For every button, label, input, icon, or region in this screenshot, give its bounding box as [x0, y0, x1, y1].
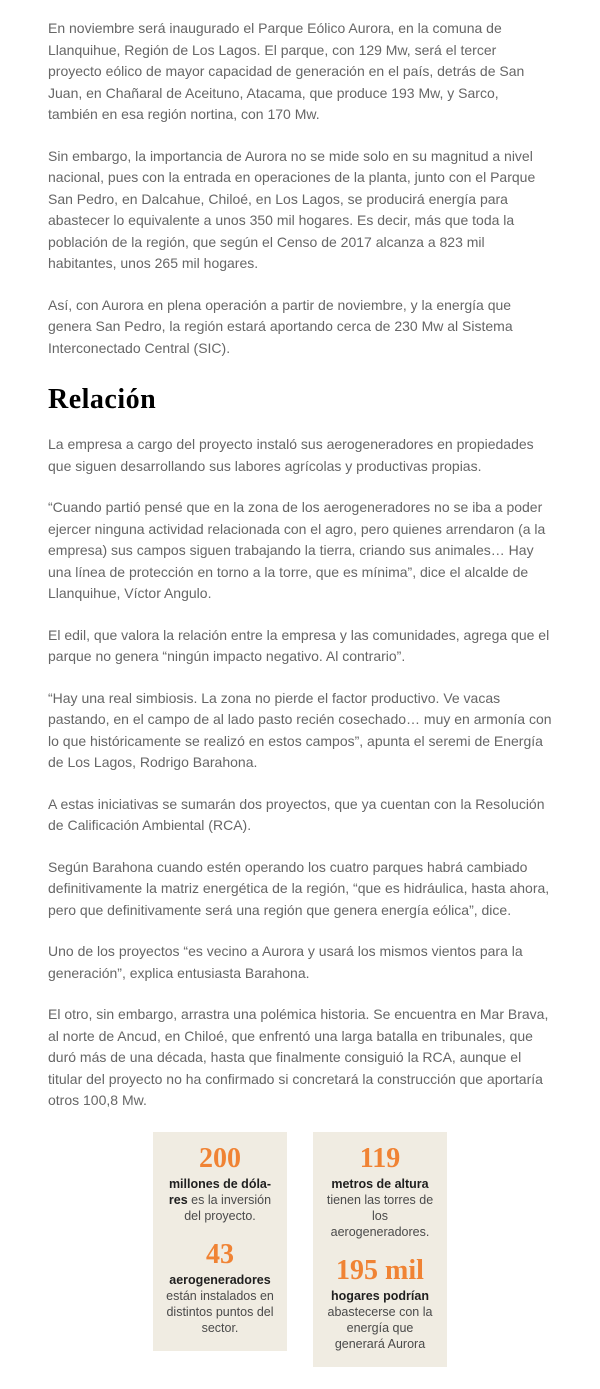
stat-detail: tienen las torres de los aerogeneradores.: [326, 1192, 434, 1239]
stats-panel: [48, 1132, 552, 1389]
stat-box-turbines: [313, 1132, 447, 1367]
stat-item: [162, 1240, 278, 1336]
paragraph: Según Barahona cuando estén operando los cuatro parques habrá cambiado definitivamente la matriz energética de la región, “que es hidráulica, hasta ahora, pero que definitivamente será una región que genera energía eólica”, dice.: [48, 858, 550, 918]
stat-label: aerogeneradores: [169, 1272, 271, 1287]
stat-item: [162, 1144, 278, 1224]
paragraph: Así, con Aurora en plena operación a partir de noviembre, y la energía que genera San Pedro, la región estará aportando cerca de 230 Mw al Sistema Interconectado Central (SIC).: [48, 296, 513, 356]
stat-number: 119: [359, 1142, 401, 1174]
stat-item: [322, 1144, 438, 1240]
stat-item: [322, 1256, 438, 1352]
stat-number: 43: [206, 1238, 234, 1270]
paragraph: Sin embargo, la importancia de Aurora no se mide solo en su magnitud a nivel nacional, pues con la entrada en operaciones de la planta, junto con el Parque San Pedro, en Dalcahue, Chiloé, en Los Lagos, se producirá energía para abastecer lo equivalente a unos 350 mil hogares. Es decir, más que toda la población de la región, que según el Censo de 2017 alcanza a 823 mil habitantes, unos 265 mil hogares.: [48, 147, 536, 271]
stat-label: millones de dóla-res: [168, 1176, 272, 1207]
stat-description: [322, 1176, 438, 1240]
stat-label: hogares podrían: [331, 1288, 429, 1303]
paragraph: “Hay una real simbiosis. La zona no pierde el factor productivo. Ve vacas pastando, en el campo de al lado pasto recién cosechado… muy en armonía con lo que históricamente se realizó en estos campos”, apunta el seremi de Energía de Los Lagos, Rodrigo Barahona.: [48, 689, 552, 770]
paragraph: El edil, que valora la relación entre la empresa y las comunidades, agrega que el parque no genera “ningún impacto negativo. Al contrario”.: [48, 626, 550, 664]
paragraph: En noviembre será inaugurado el Parque Eólico Aurora, en la comuna de Llanquihue, Región de Los Lagos. El parque, con 129 Mw, será el tercer proyecto eólico de mayor capacidad de generación en el país, detrás de San Juan, en Chañaral de Aceituno, Atacama, que produce 193 Mw, y Sarco, también en esa región nortina, con 170 Mw.: [48, 20, 525, 122]
paragraph: La empresa a cargo del proyecto instaló sus aerogeneradores en propiedades que siguen desarrollando sus labores agrícolas y productivas propias.: [48, 436, 534, 474]
stat-description: [162, 1272, 278, 1336]
stat-detail: es la inversión del proyecto.: [184, 1192, 272, 1223]
stat-detail: abastecerse con la energía que generará Aurora: [327, 1304, 433, 1351]
stat-label: metros de altura: [331, 1176, 429, 1191]
stat-box-investment: [153, 1132, 287, 1351]
stat-number: 195 mil: [336, 1254, 424, 1286]
stat-description: [162, 1176, 278, 1224]
stat-detail: están instalados en distintos puntos del sector.: [166, 1288, 274, 1335]
stat-number: 200: [199, 1142, 241, 1174]
paragraph: A estas iniciativas se sumarán dos proyectos, que ya cuentan con la Resolución de Calificación Ambiental (RCA).: [48, 795, 545, 833]
paragraph: El otro, sin embargo, arrastra una polémica historia. Se encuentra en Mar Brava, al norte de Ancud, en Chiloé, que enfrentó una larga batalla en tribunales, que duró más de una década, hasta que finalmente consiguió la RCA, aunque el titular del proyecto no ha confirmado si concretará la construcción que aportaría otros 100,8 Mw.: [48, 1006, 549, 1108]
section-heading: Relación: [48, 384, 157, 415]
stat-description: [322, 1288, 438, 1352]
paragraph: Uno de los proyectos “es vecino a Aurora y usará los mismos vientos para la generación”, explica entusiasta Barahona.: [48, 943, 523, 981]
paragraph: “Cuando partió pensé que en la zona de los aerogeneradores no se iba a poder ejercer ninguna actividad relacionada con el agro, pero quienes arrendaron (a la empresa) sus campos siguen trabajando la tierra, criando sus animales… Hay una línea de protección en torno a la torre, que es mínima”, dice el alcalde de Llanquihue, Víctor Angulo.: [48, 499, 546, 601]
